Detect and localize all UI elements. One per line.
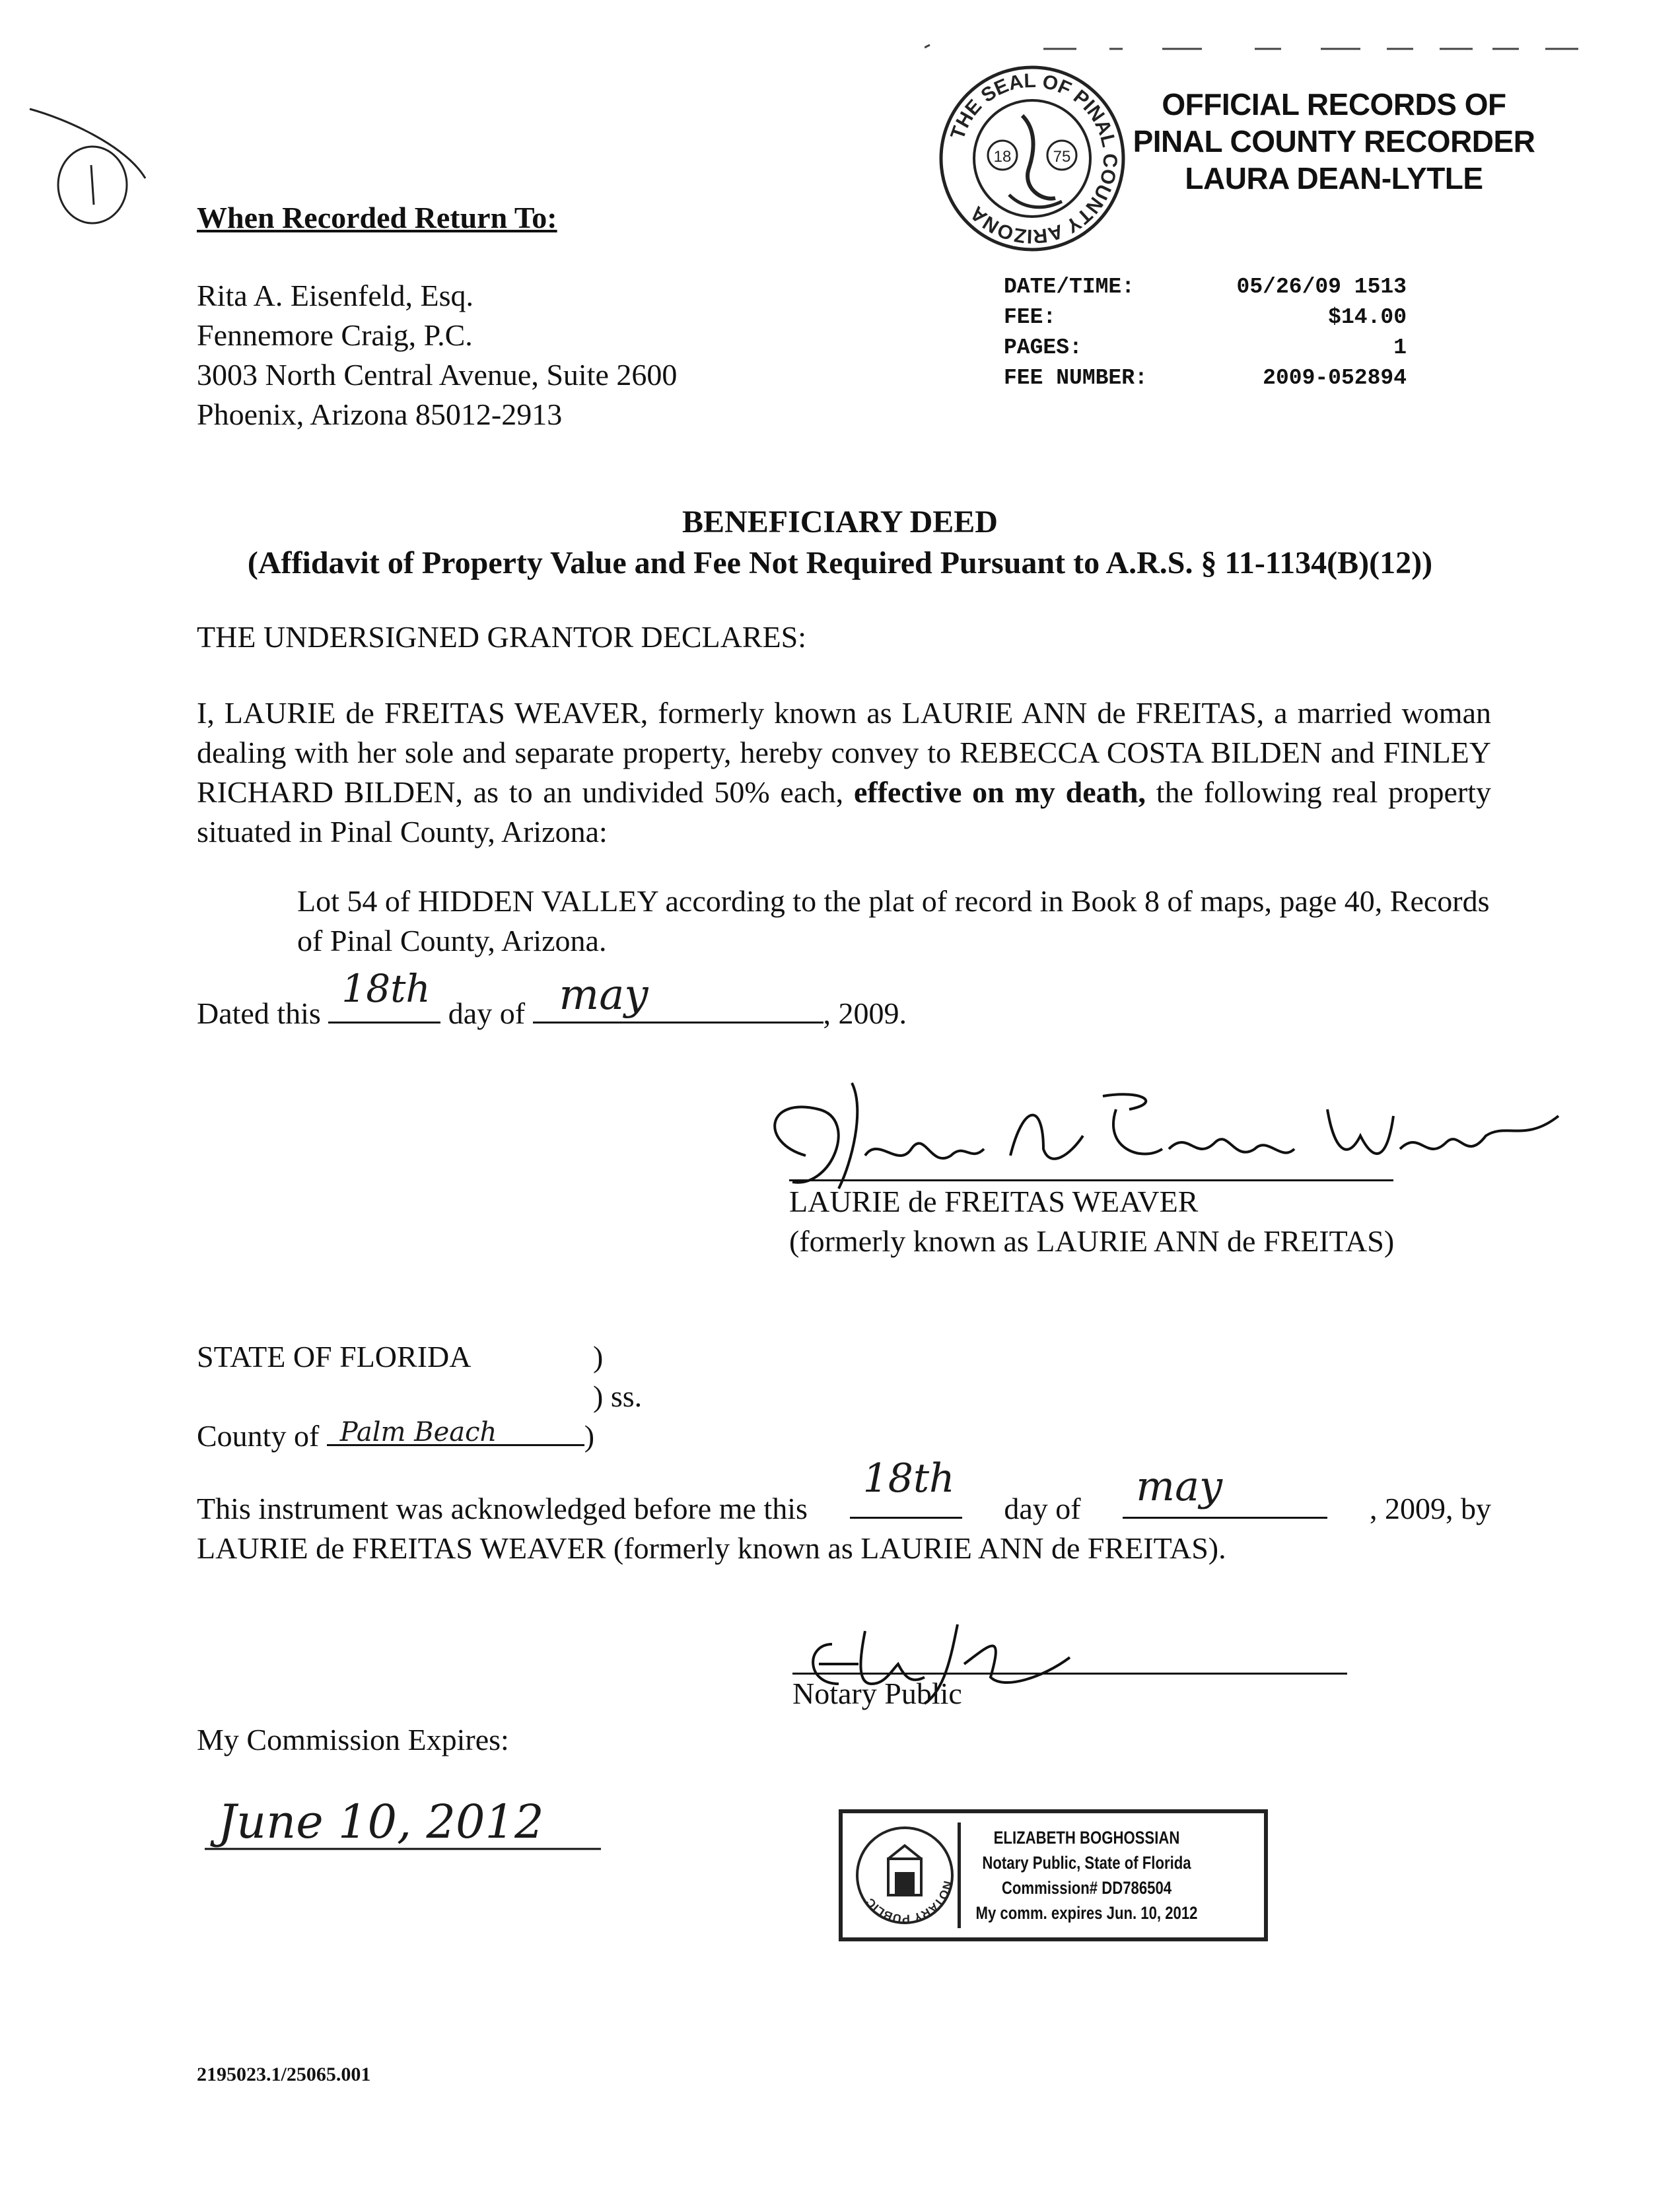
recorder-line-3: LAURA DEAN-LYTLE (1185, 161, 1483, 195)
stamp-notary-name: ELIZABETH BOGHOSSIAN (993, 1828, 1180, 1848)
return-address-line: 3003 North Central Avenue, Suite 2600 (197, 358, 678, 392)
seal-year-right: 75 (1053, 148, 1071, 166)
seal-text: THE SEAL OF PINAL COUNTY ARIZONA (946, 69, 1121, 248)
grantor-aka: (formerly known as LAURIE ANN de FREITAS) (789, 1224, 1395, 1258)
return-to-heading: When Recorded Return To: (197, 201, 557, 234)
top-scan-marks (925, 40, 1585, 59)
dated-day-handwritten: 18th (341, 966, 431, 1011)
seal-year-left: 18 (993, 148, 1012, 166)
venue-county-prefix: County of (197, 1419, 320, 1453)
document-number: 2195023.1/25065.001 (197, 2064, 371, 2085)
fee-label: FEE: (1004, 305, 1057, 330)
venue-county-blank (327, 1418, 584, 1446)
deed-title-main: BENEFICIARY DEED (682, 504, 998, 539)
date-time-label: DATE/TIME: (1004, 275, 1135, 299)
grant-text-1: I, LAURIE de FREITAS WEAVER, formerly known as LAURIE ANN de FREITAS, a married woman dealing with her sole and separate property, hereby convey to REBECCA COSTA BILDEN and FINLEY RICHARD BILDEN, as to an undivided 50% each, (197, 696, 1491, 809)
grant-text-2: the following real property situated in Pinal County, Arizona: (197, 775, 1491, 849)
corner-handwritten-mark (26, 106, 158, 231)
notary-public-label: Notary Public (792, 1677, 962, 1710)
acknowledgment-paragraph (197, 1455, 1491, 1568)
ack-middle: day of (1004, 1492, 1081, 1525)
notary-stamp (839, 1809, 1268, 1941)
dated-middle: day of (448, 996, 526, 1030)
ack-day-handwritten: 18th (862, 1455, 955, 1502)
grantor-declares: THE UNDERSIGNED GRANTOR DECLARES: (197, 620, 806, 654)
commission-date-handwritten: June 10, 2012 (218, 1795, 544, 1849)
stamp-expiration: My comm. expires Jun. 10, 2012 (975, 1903, 1198, 1923)
venue-block (197, 1337, 642, 1456)
ack-month-handwritten: may (1136, 1462, 1223, 1510)
commission-expires-label: My Commission Expires: (197, 1723, 509, 1756)
stamp-text (965, 1825, 1208, 1926)
grantor-signature-line (789, 1179, 1393, 1181)
fee-number-label: FEE NUMBER: (1004, 366, 1148, 390)
return-address-line: Rita A. Eisenfeld, Esq. (197, 279, 474, 312)
grantor-name: LAURIE de FREITAS WEAVER (789, 1185, 1199, 1218)
return-address-line: Fennemore Craig, P.C. (197, 318, 473, 352)
ack-prefix: This instrument was acknowledged before me this (197, 1492, 808, 1525)
legal-description: Lot 54 of HIDDEN VALLEY according to the plat of record in Book 8 of maps, page 40, Records of Pinal County, Arizona. (297, 884, 1490, 957)
badge-text: NOTARY PUBLIC (863, 1879, 955, 1926)
deed-title (0, 502, 1680, 584)
grant-emphasis: effective on my death, (853, 775, 1146, 809)
dated-suffix: , 2009. (823, 996, 907, 1030)
dated-day-blank (328, 966, 440, 1024)
recording-info (1004, 272, 1407, 394)
venue-ss: ) ss. (593, 1379, 643, 1413)
ack-line-2: LAURIE de FREITAS WEAVER (formerly known as LAURIE ANN de FREITAS). (197, 1531, 1226, 1565)
return-address-line: Phoenix, Arizona 85012-2913 (197, 398, 563, 431)
dated-prefix: Dated this (197, 996, 321, 1030)
stamp-state: Notary Public, State of Florida (982, 1853, 1191, 1873)
pages-value: 1 (1393, 335, 1407, 360)
venue-county-suffix: ) (584, 1419, 595, 1453)
recorder-line-1: OFFICIAL RECORDS OF (1162, 87, 1506, 122)
grantor-block (789, 1182, 1394, 1261)
dated-line (197, 966, 907, 1033)
county-seal (936, 63, 1128, 254)
return-address (197, 276, 677, 434)
pages-label: PAGES: (1004, 335, 1082, 360)
recorder-line-2: PINAL COUNTY RECORDER (1133, 124, 1535, 158)
ack-day-blank (850, 1455, 962, 1519)
fee-number-value: 2009-052894 (1263, 366, 1407, 390)
ack-month-blank (1123, 1462, 1327, 1519)
ack-suffix: , 2009, by (1370, 1492, 1491, 1525)
venue-paren: ) (593, 1340, 604, 1373)
fee-value: $14.00 (1328, 305, 1407, 330)
deed-title-sub: (Affidavit of Property Value and Fee Not Required Pursuant to A.R.S. § 11-1134(B)(12)) (247, 545, 1433, 580)
grant-paragraph (197, 693, 1491, 852)
venue-county-handwritten: Palm Beach (339, 1417, 497, 1447)
dated-month-blank (533, 971, 823, 1024)
commission-expiration (198, 1786, 621, 1859)
stamp-commission-number: Commission# DD786504 (1001, 1878, 1172, 1898)
dated-month-handwritten: may (559, 971, 648, 1020)
date-time-value: 05/26/09 1513 (1236, 275, 1407, 299)
notary-badge-icon (852, 1822, 961, 1928)
venue-state: STATE OF FLORIDA (197, 1340, 472, 1373)
recorder-office (1123, 86, 1545, 197)
